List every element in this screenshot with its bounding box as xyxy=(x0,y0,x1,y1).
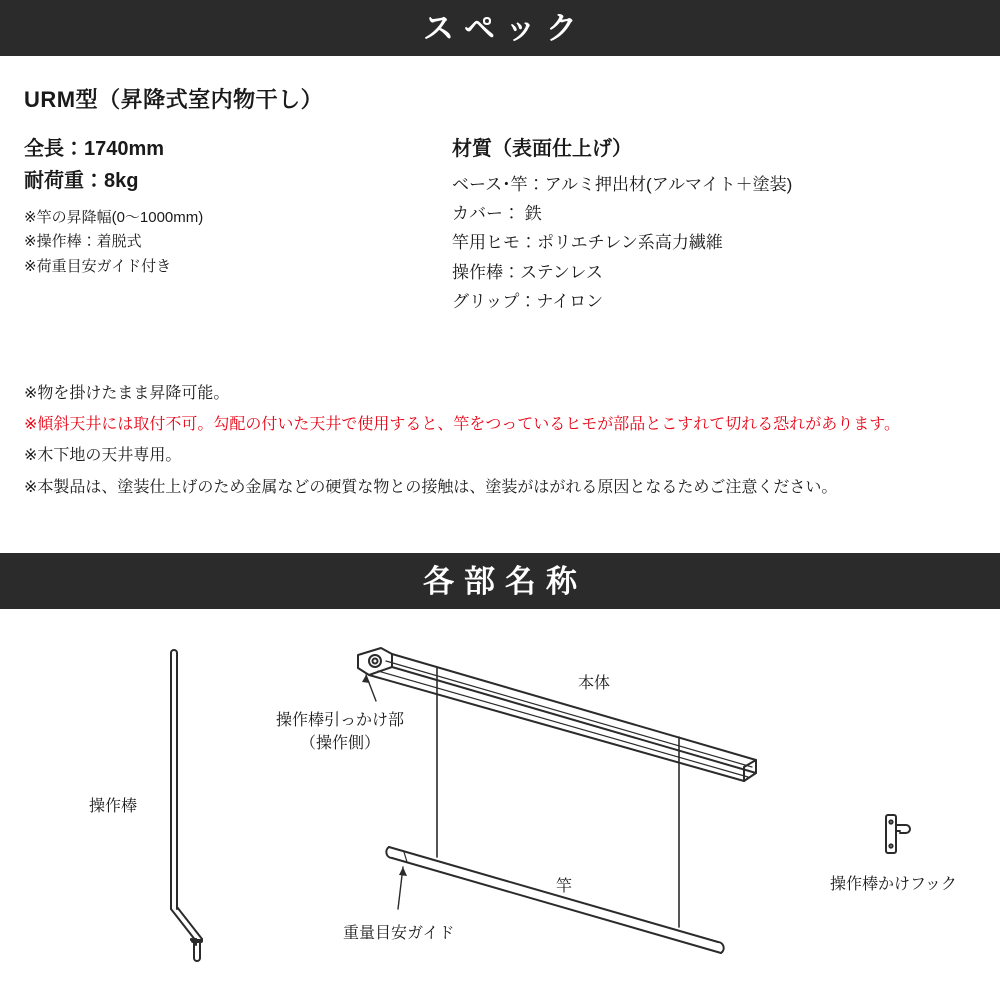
bottom-note-3: ※木下地の天井専用。 xyxy=(24,447,182,465)
label-operating-pole: 操作棒 xyxy=(89,798,138,815)
label-weight-guide: 重量目安ガイド xyxy=(343,925,455,942)
parts-diagram xyxy=(0,609,1000,1000)
spec-load-capacity: 耐荷重：8kg xyxy=(24,170,139,192)
bottom-note-1: ※物を掛けたまま昇降可能。 xyxy=(24,385,230,402)
material-operating-pole: 操作棒：ステンレス xyxy=(452,262,603,282)
material-grip: グリップ：ナイロン xyxy=(452,291,604,311)
spec-bottom-notes xyxy=(24,378,976,503)
operating-pole-illustration xyxy=(171,650,202,961)
model-name: URM型（昇降式室内物干し） xyxy=(24,87,324,112)
spec-left-column xyxy=(24,134,434,279)
material-rod-cord: 竿用ヒモ：ポリエチレン系高力繊維 xyxy=(452,233,723,253)
material-base-rod: ベース･竿：アルミ押出材(アルマイト＋塗装) xyxy=(452,175,793,194)
parts-section-title: 各部名称 xyxy=(423,563,587,599)
label-hook-part-line2: （操作側） xyxy=(300,735,381,753)
spec-total-length: 全長：1740mm xyxy=(24,138,165,160)
label-hook-part xyxy=(276,709,404,755)
spec-note-load-guide: ※荷重目安ガイド付き xyxy=(24,257,172,275)
parts-section-header xyxy=(0,553,1000,609)
label-hook-part-line1: 操作棒引っかけ部 xyxy=(276,712,405,729)
label-rod: 竿 xyxy=(556,878,573,895)
spec-section-header xyxy=(0,0,1000,56)
spec-body xyxy=(0,56,1000,553)
bottom-note-4: ※本製品は、塗装仕上げのため金属などの硬質な物との接触は、塗装がはがれる原因となるためご注意ください。 xyxy=(24,478,838,496)
spec-note-operating-pole: ※操作棒：着脱式 xyxy=(24,233,142,251)
spec-section-title: スペック xyxy=(423,10,587,46)
label-main-body: 本体 xyxy=(578,675,611,692)
bottom-note-warning: ※傾斜天井には取付不可。勾配の付いた天井で使用すると、竿をつっているヒモが部品とこすれて切れる恐れがあります。 xyxy=(24,416,900,434)
spec-note-lift-range: ※竿の昇降幅(0〜1000mm) xyxy=(24,209,204,226)
wall-hook-illustration xyxy=(886,815,910,853)
parts-diagram-illustration xyxy=(0,609,1000,1000)
material-title: 材質（表面仕上げ） xyxy=(452,138,632,160)
material-cover: カバー： 鉄 xyxy=(452,204,542,224)
spec-right-column xyxy=(452,134,972,316)
main-body-illustration xyxy=(358,648,756,781)
label-wall-hook: 操作棒かけフック xyxy=(830,876,957,893)
